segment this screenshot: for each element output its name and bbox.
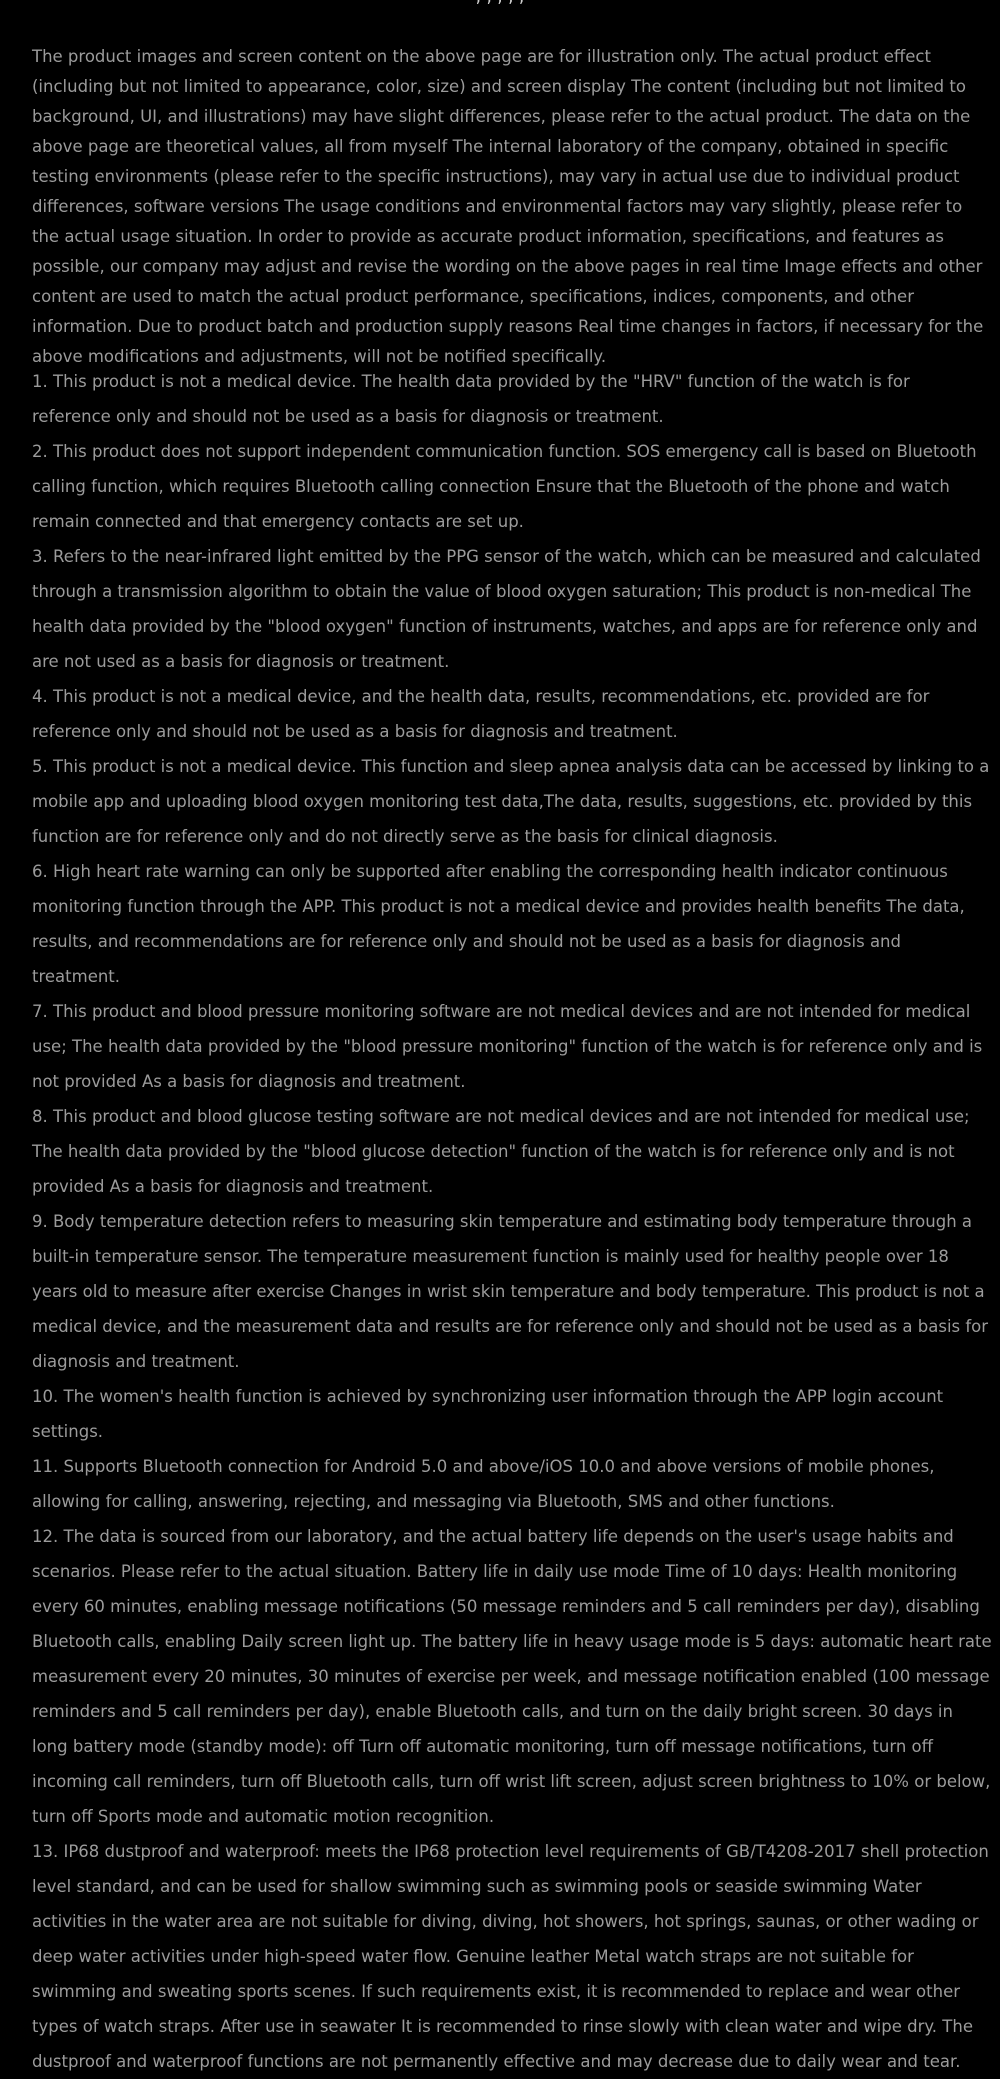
note-item-1: 1. This product is not a medical device. The health data provided by the "HRV" function of the watch is for reference only and should not be used as a basis for diagnosis or treatment. [32,372,910,426]
note-item-4: 4. This product is not a medical device, and the health data, results, recommendations, etc. provided are for reference only and should not be used as a basis for diagnosis and treatment. [32,687,930,741]
note-item-3: 3. Refers to the near-infrared light emitted by the PPG sensor of the watch, which can be measured and calculated through a transmission algorithm to obtain the value of blood oxygen saturation; This product is non-medical The health data provided by the "blood oxygen" function of instruments, watches, and apps are for reference only and are not used as a basis for diagnosis or treatment. [32,547,981,671]
note-item-11: 11. Supports Bluetooth connection for Android 5.0 and above/iOS 10.0 and above versions of mobile phones, allowing for calling, answering, rejecting, and messaging via Bluetooth, SMS and other functions. [32,1457,935,1511]
note-item-5: 5. This product is not a medical device. This function and sleep apnea analysis data can be accessed by linking to a mobile app and uploading blood oxygen monitoring test data,The data, results, suggestions, etc. provided by this function are for reference only and do not directly serve as the basis for clinical diagnosis. [32,757,990,846]
note-item-12: 12. The data is sourced from our laboratory, and the actual battery life depends on the user's usage habits and scenarios. Please refer to the actual situation. Battery life in daily use mode Time of 10 days: Health monitoring every 60 minutes, enabling message notifications (50 message reminders and 5 call reminders per day), disabling Bluetooth calls, enabling Daily screen light up. The battery life in heavy usage mode is 5 days: automatic heart rate measurement every 20 minutes, 30 minutes of exercise per week, and message notification enabled (100 message reminders and 5 call reminders per day), enable Bluetooth calls, and turn on the daily bright screen. 30 days in long battery mode (standby mode): off Turn off automatic monitoring, turn off message notifications, turn off incoming call reminders, turn off Bluetooth calls, turn off wrist lift screen, adjust screen brightness to 10% or below, turn off Sports mode and automatic motion recognition. [32,1527,992,1826]
note-item-10: 10. The women's health function is achieved by synchronizing user information through the APP login account settings. [32,1387,944,1441]
cut-off-top-text [0,0,1000,8]
note-item-7: 7. This product and blood pressure monitoring software are not medical devices and are not intended for medical use; The health data provided by the "blood pressure monitoring" function of the watch is for reference only and is not provided As a basis for diagnosis and treatment. [32,1002,983,1091]
note-item-13: 13. IP68 dustproof and waterproof: meets the IP68 protection level requirements of GB/T4208-2017 shell protection level standard, and can be used for shallow swimming such as swimming pools or seaside swimming Water activities in the water area are not suitable for diving, diving, hot showers, hot springs, saunas, or other wading or deep water activities under high-speed water flow. Genuine leather Metal watch straps are not suitable for swimming and sweating sports scenes. If such requirements exist, it is recommended to replace and wear other types of watch straps. After use in seawater It is recommended to rinse slowly with clean water and wipe dry. The dustproof and waterproof functions are not permanently effective and may decrease due to daily wear and tear. [32,1842,989,2071]
note-item-2: 2. This product does not support independent communication function. SOS emergency call is based on Bluetooth calling function, which requires Bluetooth calling connection Ensure that the Bluetooth of the phone and watch remain connected and that emergency contacts are set up. [32,442,977,531]
note-item-9: 9. Body temperature detection refers to measuring skin temperature and estimating body temperature through a built-in temperature sensor. The temperature measurement function is mainly used for healthy people over 18 years old to measure after exercise Changes in wrist skin temperature and body temperature. This product is not a medical device, and the measurement data and results are for reference only and should not be used as a basis for diagnosis and treatment. [32,1212,989,1371]
disclaimer-intro-paragraph: The product images and screen content on the above page are for illustration only. The actual product effect (including but not limited to appearance, color, size) and screen display The content (including but not limited to background, UI, and illustrations) may have slight differences, please refer to the actual product. The data on the above page are theoretical values, all from myself The internal laboratory of the company, obtained in specific testing environments (please refer to the specific instructions), may vary in actual use due to individual product differences, software versions The usage conditions and environmental factors may vary slightly, please refer to the actual usage situation. In order to provide as accurate product information, specifications, and features as possible, our company may adjust and revise the wording on the above pages in real time Image effects and other content are used to match the actual product performance, specifications, indices, components, and other information. Due to product batch and production supply reasons Real time changes in factors, if necessary for the above modifications and adjustments, will not be notified specifically. [32,47,984,366]
disclaimer-notes-list [32,364,992,2079]
note-item-8: 8. This product and blood glucose testing software are not medical devices and are not intended for medical use; The health data provided by the "blood glucose detection" function of the watch is for reference only and is not provided As a basis for diagnosis and treatment. [32,1107,970,1196]
note-item-6: 6. High heart rate warning can only be supported after enabling the corresponding health indicator continuous monitoring function through the APP. This product is not a medical device and provides health benefits The data, results, and recommendations are for reference only and should not be used as a basis for diagnosis and treatment. [32,862,965,986]
